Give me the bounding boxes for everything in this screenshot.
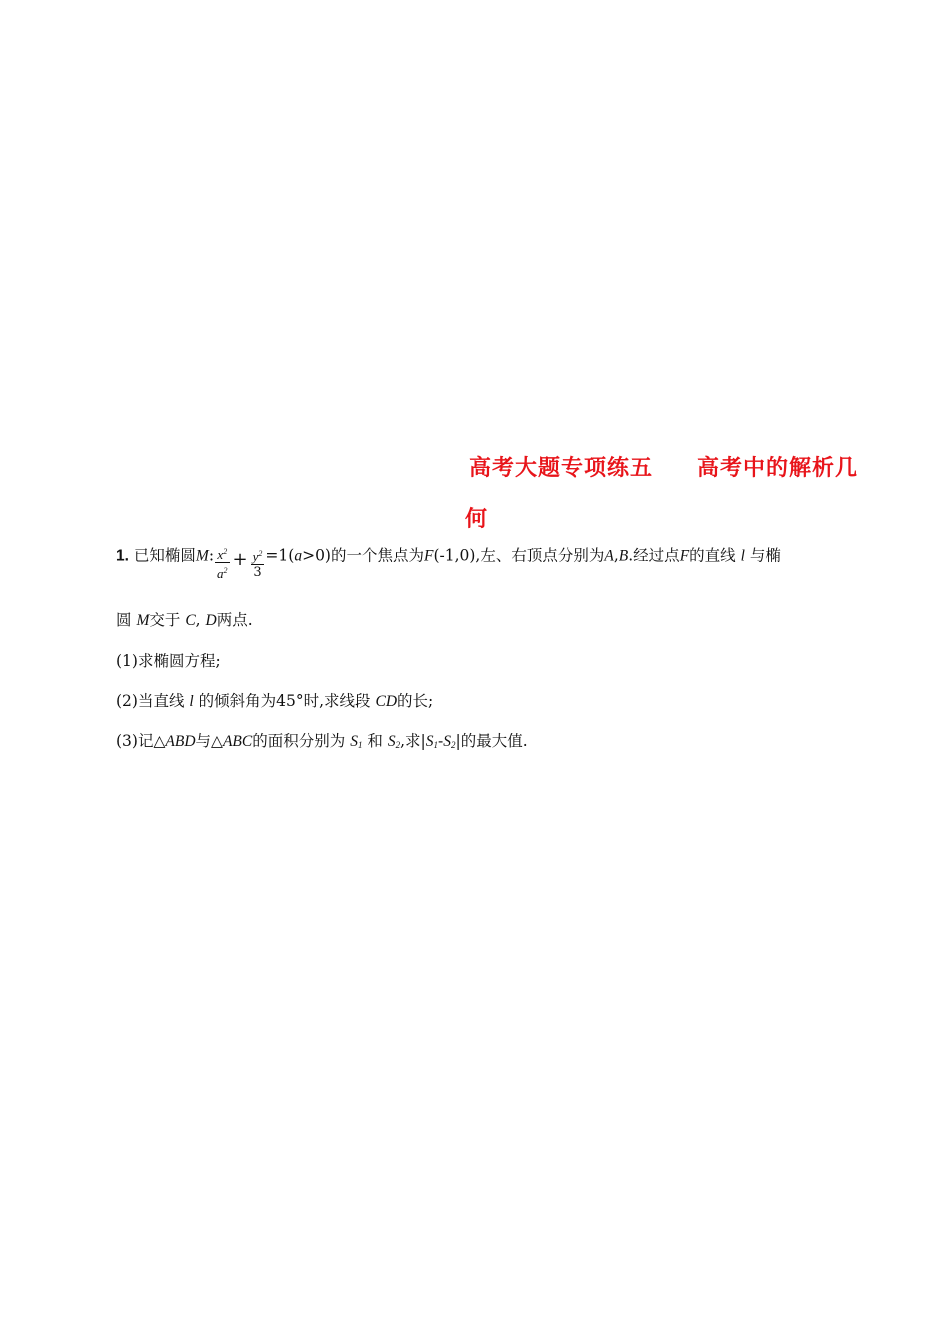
page-title-part-b: 高考中的解析几 bbox=[697, 456, 859, 481]
question-1-line-2: 圆 M交于 C, D两点. bbox=[116, 611, 253, 629]
q-text: 已知椭圆 bbox=[133, 546, 196, 565]
ellipse-name: M bbox=[195, 547, 209, 565]
area-s2: $S_2$ bbox=[387, 733, 401, 750]
segment-cd: CD bbox=[375, 693, 398, 710]
page-title-part-c: 何 bbox=[465, 507, 489, 532]
abs-s2: $S_2$ bbox=[443, 733, 456, 750]
fraction-y2-3: $\frac{y^2}{3}$ bbox=[251, 546, 265, 580]
condition-var: a bbox=[294, 547, 303, 565]
with-text: 与椭 bbox=[749, 546, 781, 565]
point-d: D bbox=[205, 612, 217, 629]
question-part-2: (2)当直线 l 的倾斜角为45°时,求线段 CD的长; bbox=[116, 692, 434, 710]
line-name-2: l bbox=[189, 693, 194, 710]
line-text: 的直线 bbox=[689, 546, 736, 565]
focus-label-2: F bbox=[679, 547, 690, 565]
vertex-b: B bbox=[618, 547, 629, 565]
point-c: C bbox=[185, 612, 196, 629]
question-part-3: (3)记△ABD与△ABC的面积分别为 $S_1$ 和 $S_2$,求$|S_1-S_2|$的最大值. bbox=[116, 732, 528, 750]
triangle-abd: ABD bbox=[165, 733, 196, 750]
focus-coords: (-1,0),左、右顶点分别为 bbox=[433, 546, 605, 565]
area-s1: $S_1$ bbox=[350, 733, 363, 750]
question-number: 1. bbox=[116, 547, 129, 565]
ellipse-name-2: M bbox=[136, 612, 150, 629]
fraction-x2-a2: $\frac{x^2}{a^2}$ bbox=[215, 544, 230, 581]
question-part-1: (1)求椭圆方程; bbox=[116, 652, 221, 670]
page-title-part-a: 高考大题专项练五 bbox=[469, 456, 654, 481]
focus-label: F bbox=[423, 547, 434, 565]
question-1-line-1: 1. 已知椭圆M: $\frac{x^2}{a^2}$ + $\frac{y^2}{3}$ =1(a>0)的一个焦点为F(-1,0),左、右顶点分别为A,B.经过点F的直线 l 与椭 bbox=[116, 538, 781, 575]
abs-s1: $S_1$ bbox=[425, 733, 438, 750]
plus-sign: + bbox=[232, 548, 248, 570]
triangle-abc: ABC bbox=[222, 733, 253, 750]
equation-rest: =1( bbox=[265, 546, 295, 565]
condition-text: >0)的一个焦点为 bbox=[302, 546, 424, 565]
line-name: l bbox=[740, 547, 745, 565]
vertex-a: A bbox=[604, 547, 614, 565]
through-text: .经过点 bbox=[628, 546, 680, 565]
